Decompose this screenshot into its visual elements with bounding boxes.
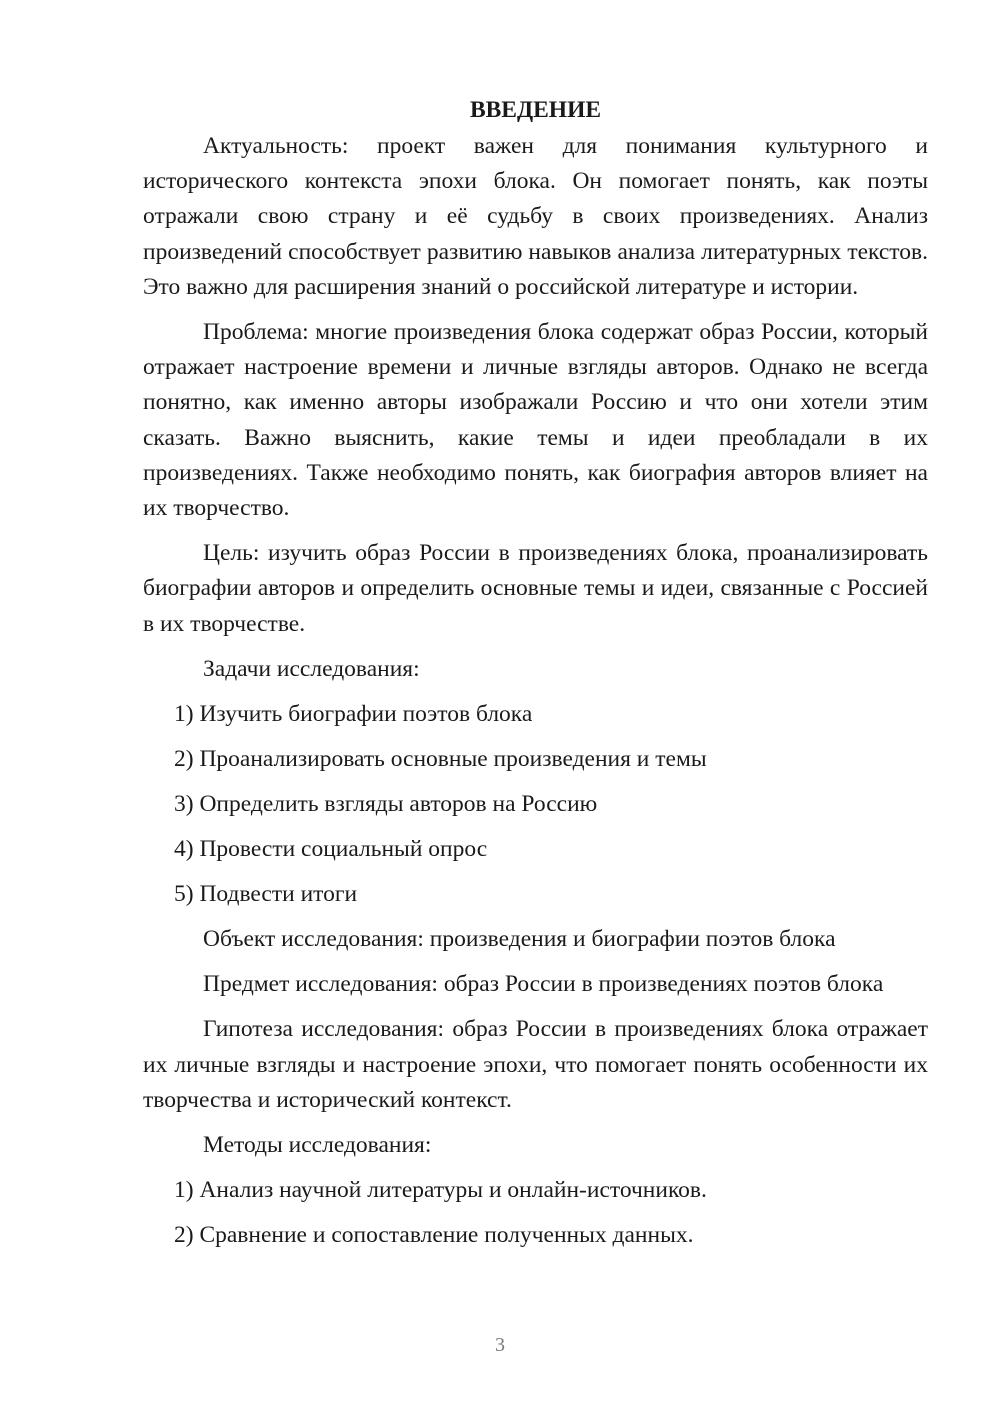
- goal-paragraph: Цель: изучить образ России в произведениях блока, проанализировать биографии авторов и определить основные темы и идеи, связанные с Россией в их творчестве.: [143, 540, 928, 637]
- list-item: 1) Изучить биографии поэтов блока: [174, 701, 533, 728]
- subject-paragraph: Предмет исследования: образ России в произведениях поэтов блока: [203, 971, 884, 998]
- problem-paragraph: Проблема: многие произведения блока содержат образ России, который отражает настроение времени и личные взгляды авторов. Однако не всегда понятно, как именно авторы изображали Россию и что они хотели этим сказать. Важно выяснить, какие темы и идеи преобладали в их произведениях. Также необходимо понять, как биография авторов влияет на их творчество.: [143, 319, 928, 522]
- list-item: 2) Проанализировать основные произведения и темы: [174, 746, 707, 773]
- relevance-paragraph: Актуальность: проект важен для понимания культурного и исторического контекста эпохи блока. Он помогает понять, как поэты отражали свою страну и её судьбу в своих произведениях. Анализ произведений способствует развитию навыков анализа литературных текстов. Это важно для расширения знаний о российской литературе и истории.: [143, 133, 928, 300]
- methods-heading: Методы исследования:: [203, 1132, 432, 1159]
- list-item: 4) Провести социальный опрос: [174, 836, 488, 863]
- list-item: 3) Определить взгляды авторов на Россию: [174, 791, 598, 818]
- tasks-heading: Задачи исследования:: [203, 655, 420, 682]
- section-title: ВВЕДЕНИЕ: [469, 97, 602, 123]
- list-item: 1) Анализ научной литературы и онлайн-источников.: [174, 1177, 707, 1204]
- list-item: 2) Сравнение и сопоставление полученных данных.: [174, 1222, 694, 1249]
- tasks-list: [143, 697, 928, 912]
- methods-list: [143, 1173, 928, 1253]
- page-number: 3: [495, 1334, 505, 1356]
- object-paragraph: Объект исследования: произведения и биографии поэтов блока: [203, 926, 836, 953]
- list-item: 5) Подвести итоги: [174, 881, 358, 908]
- page-content: [143, 93, 928, 1263]
- hypothesis-paragraph: Гипотеза исследования: образ России в произведениях блока отражает их личные взгляды и настроение эпохи, что помогает понять особенности их творчества и исторический контекст.: [143, 1016, 928, 1113]
